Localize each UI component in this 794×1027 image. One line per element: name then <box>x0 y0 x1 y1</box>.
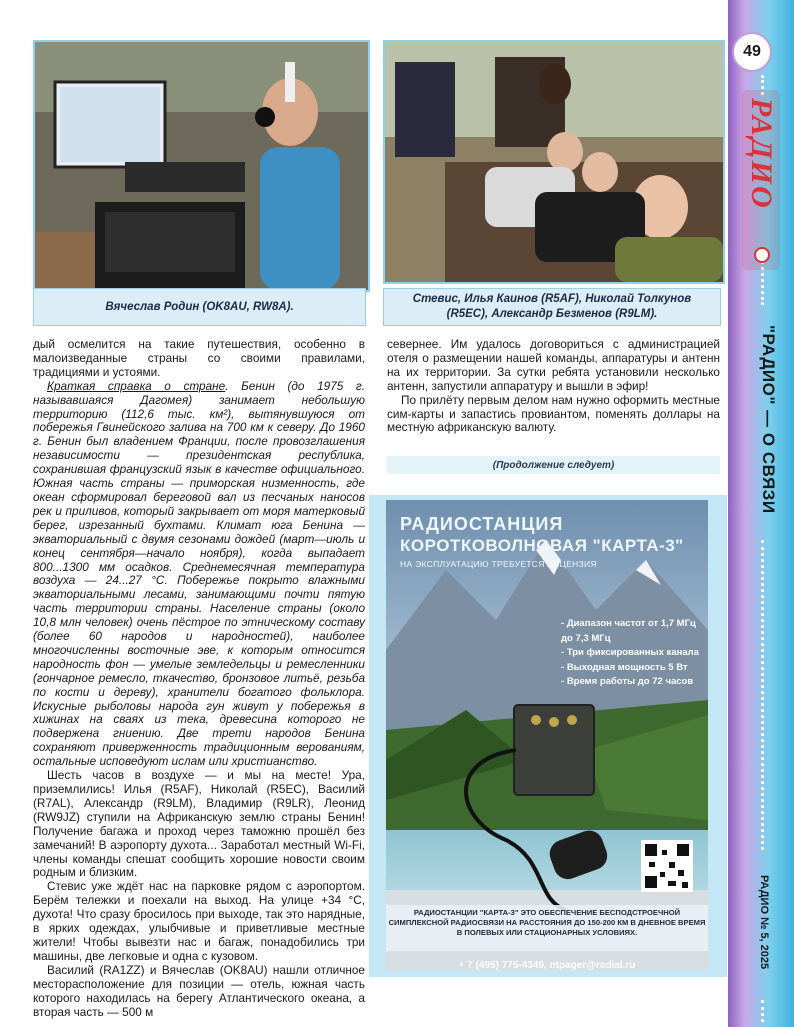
team-photo-image <box>385 42 723 282</box>
section-title: "РАДИО" — О СВЯЗИ <box>759 325 778 514</box>
mountain-landscape-image <box>386 500 708 970</box>
ad-title-line-1: РАДИОСТАНЦИЯ <box>400 514 564 534</box>
ad-spec-item: - Три фиксированных канала <box>561 646 708 661</box>
logo-text: РАДИО <box>745 98 778 210</box>
article-paragraph: По прилёту первым делом нам нужно оформить местные сим-карты и запастись провиантом, поменять доллары на местную африканскую валюту. <box>387 392 720 435</box>
advertisement <box>369 495 727 977</box>
continued-note: (Продолжение следует) <box>387 456 720 474</box>
ad-poster <box>386 500 708 970</box>
article-paragraph: Стевис уже ждёт нас на парковке рядом с аэропортом. Берём тележки и поехали на выход. На улице +34 °С, духота! Что сразу бросилось при выходе, так это нарядные, в ярких одеждах, улыбчивые и приветливые местные жители! Чтобы вывезти нас и багаж, понадобились три машины, две легковые и одна с кузовом. <box>33 879 365 963</box>
ad-spec-item: - Диапазон частот от 1,7 МГц до 7,3 МГц <box>561 617 708 646</box>
country-info-text: . Бенин (до 1975 г. называвшаяся Дагомея) занимает небольшую территорию (112,6 тыс. км²), вытянувшуюся от побережья Гвинейского залива на 700 км к северу. До 1960 г. Бенин был владением Франции, после провозглашения независимости — президентская республика, сохранившая французский язык в качестве официального. Южная часть страны — приморская низменность, где океан сформировал береговой вал из песчаных наносов рек и приливов, который закрывает от моря матерковый берег, изрезанный бухтами. Климат юга Бенина — экваториальный с двумя сезонами дождей (март—июль и конец сентября—начало ноября), когда выпадает 800...1300 мм осадков. Среднемесячная температура воздуха — 24...27 °С. Побережье покрыто влажными экваториальными лесами, занимающими почти пятую часть территории страны. Население страны (около 10,8 млн человек) очень пёстрое по этническому составу (более 60 народов и народностей), наиболее многочисленны восточные эве, к которым относится народность фон — умелые земледельцы и ремесленники (гончарное ремесло, ткачество, бронзовое литьё, резьба по кости и дереву), хранители богатого фольклора. Искусные рыболовы народа гун живут у побережья в хижинах на сваях из тека, древесина которого не подвержена гниению. Две трети народов Бенина сохраняют приверженность традиционным верованиям, остальные исповедуют ислам или христианство. <box>33 378 365 769</box>
dotted-divider <box>761 1000 764 1022</box>
issue-label: РАДИО № 5, 2025 <box>758 875 770 970</box>
ad-contact: + 7 (495) 775-4349, ntpager@radial.ru <box>458 960 636 971</box>
photo-caption-1: Вячеслав Родин (OK8AU, RW8A). <box>33 288 366 326</box>
country-info-paragraph <box>33 380 365 769</box>
ad-spec-item: - Время работы до 72 часов <box>561 675 708 690</box>
ad-spec-list <box>561 617 708 690</box>
photo-team <box>383 40 725 284</box>
article-paragraph: дый осмелится на такие путешествия, особенно в малоизведанные страны со своими правилами, традициями и устоями. <box>33 337 365 379</box>
article-paragraph: Василий (RA1ZZ) и Вячеслав (OK8AU) нашли отличное месторасположение для позиции — отель, южная часть которого находилась на берегу Атлантического океана, а вторая часть — 500 м <box>33 962 365 1019</box>
photo-caption-2: Стевис, Илья Каинов (R5AF), Николай Толкунов (R5EC), Александр Безменов (R9LM). <box>383 288 721 326</box>
country-info-heading: Краткая справка о стране <box>47 378 226 393</box>
radio-logo <box>728 90 794 270</box>
ad-description: РАДИОСТАНЦИИ "КАРТА-3" ЭТО ОБЕСПЕЧЕНИЕ БЕСПОДСТРОЕЧНОЙ СИМПЛЕКСНОЙ РАДИОСВЯЗИ НА РАССТОЯНИЯ ДО 150-200 КМ В ДНЕВНОЕ ВРЕМЯ В ПОЛЕВЫХ ИЛИ СТАЦИОНАРНЫХ УСЛОВИЯХ. <box>388 908 706 937</box>
article-paragraph: Шесть часов в воздухе — и мы на месте! Ура, приземлились! Илья (R5AF), Николай (R5EC), Василий (R7AL), Александр (R9LM), Владимир (R9LR), Леонид (RW9JZ) ступили на Африканскую землю страны Бенин! Получение багажа и проход через таможню прошёл без замечаний! В аэропорту духота... Заработал местный Wi-Fi, члены команды спешат сообщить хорошие новости своим родным и близким. <box>33 768 365 880</box>
page-number: 49 <box>732 32 772 72</box>
dotted-divider <box>761 540 764 850</box>
ad-title-line-2: КОРОТКОВОЛНОВАЯ "КАРТА-3" <box>400 536 684 555</box>
operator-photo-image <box>35 42 368 290</box>
ad-license-note: НА ЭКСПЛУАТАЦИЮ ТРЕБУЕТСЯ ЛИЦЕНЗИЯ <box>400 559 597 569</box>
ad-spec-item: - Выходная мощность 5 Вт <box>561 661 708 676</box>
article-column-1 <box>33 337 365 1019</box>
article-paragraph: севернее. Им удалось договориться с администрацией отеля о размещении нашей команды, аппаратуры и антенн на их территории. За сутки ребята установили несколько антенн, запустили аппаратуру и вышли в эфир! <box>387 337 720 393</box>
photo-operator <box>33 40 370 292</box>
article-column-2 <box>387 338 720 435</box>
